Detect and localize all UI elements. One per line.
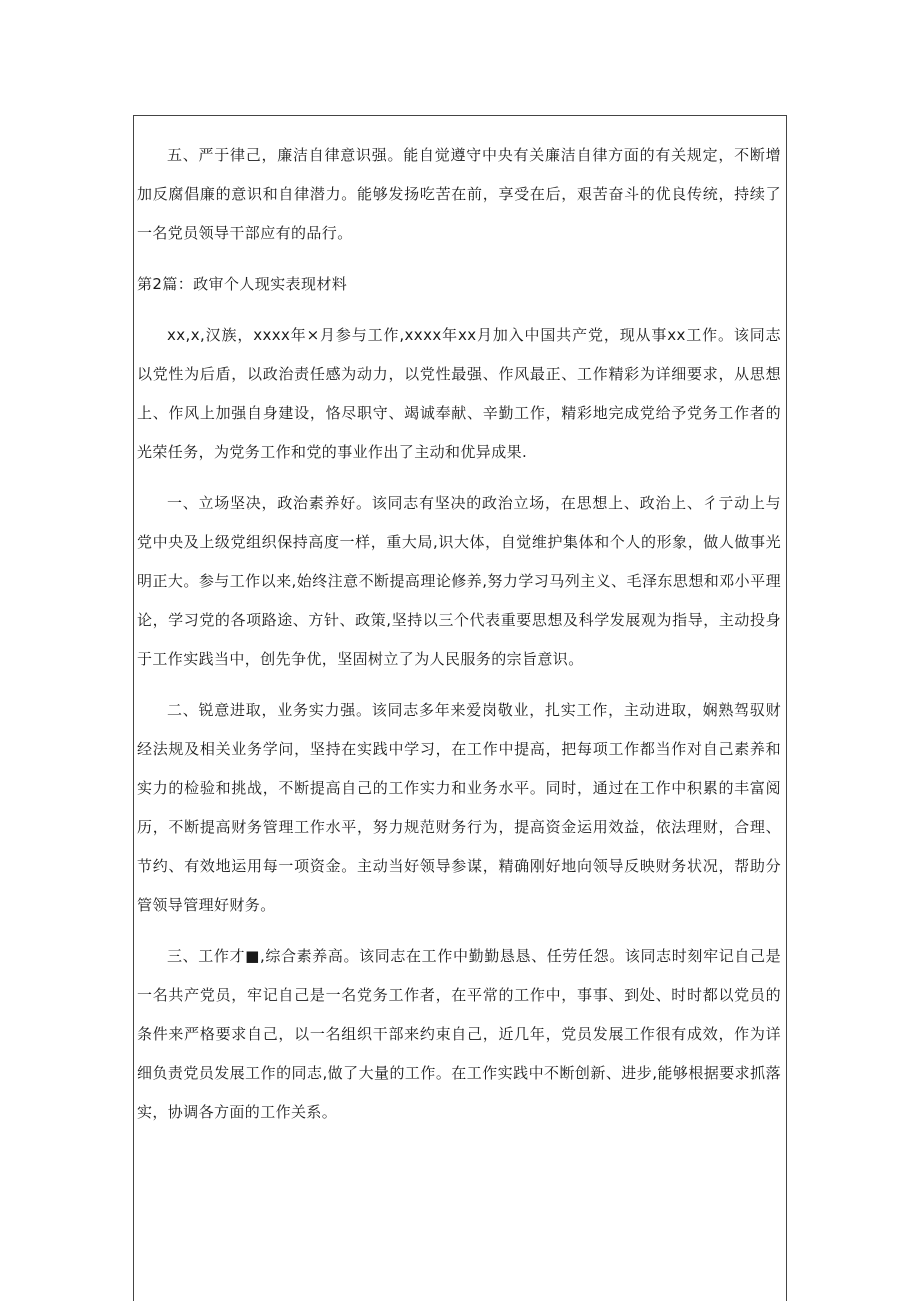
paragraph-integrity: 五、严于律己，廉洁自律意识强。能自觉遵守中央有关廉洁自律方面的有关规定，不断增加反腐倡廉的意识和自律潜力。能够发扬吃苦在前，享受在后，艰苦奋斗的优良传统，持续了一名党员领导干部应有的品行。 <box>137 146 781 242</box>
section-heading: 第2篇：政审个人现实表现材料 <box>137 275 348 293</box>
paragraph-intro: xx,x,汉族，xxxx年×月参与工作,xxxx年xx月加入中国共产党，现从事xx工作。该同志以党性为后盾，以政治责任感为动力，以党性最强、作风最正、工作精彩为详细要求，从思想上、作风上加强自身建设，恪尽职守、竭诚奉献、辛勤工作，精彩地完成党给予党务工作者的光荣任务，为党务工作和党的事业作出了主动和优异成果. <box>137 326 781 461</box>
paragraph-work-quality: 三、工作才■,综合素养高。该同志在工作中勤勤恳恳、任劳任怨。该同志时刻牢记自己是一名共产党员，牢记自己是一名党务工作者，在平常的工作中，事事、到处、时时都以党员的条件来严格要求自己，以一名组织干部来约束自己，近几年，党员发展工作很有成效，作为详细负责党员发展工作的同志,做了大量的工作。在工作实践中不断创新、进步,能够根据要求抓落实，协调各方面的工作关系。 <box>137 947 781 1121</box>
paragraph-professional-ability: 二、锐意进取，业务实力强。该同志多年来爱岗敬业，扎实工作，主动进取，娴熟驾驭财经法规及相关业务学问，坚持在实践中学习，在工作中提高，把每项工作都当作对自己素养和实力的检验和挑战，不断提高自己的工作实力和业务水平。同时，通过在工作中积累的丰富阅历，不断提高财务管理工作水平，努力规范财务行为，提高资金运用效益，依法理财，合理、节约、有效地运用每一项资金。主动当好领导参谋，精确刚好地向领导反映财务状况，帮助分管领导管理好财务。 <box>137 701 781 914</box>
page-frame <box>133 115 787 1301</box>
document-body <box>137 136 781 1132</box>
paragraph-political-stance: 一、立场坚决，政治素养好。该同志有坚决的政治立场，在思想上、政治上、彳亍动上与党中央及上级党组织保持高度一样，重大局,识大体，自觉维护集体和个人的形象，做人做事光明正大。参与工作以来,始终注意不断提高理论修养,努力学习马列主义、毛泽东思想和邓小平理论，学习党的各项路途、方针、政策,坚持以三个代表重要思想及科学发展观为指导，主动投身于工作实践当中，创先争优，坚固树立了为人民服务的宗旨意识。 <box>137 494 781 668</box>
